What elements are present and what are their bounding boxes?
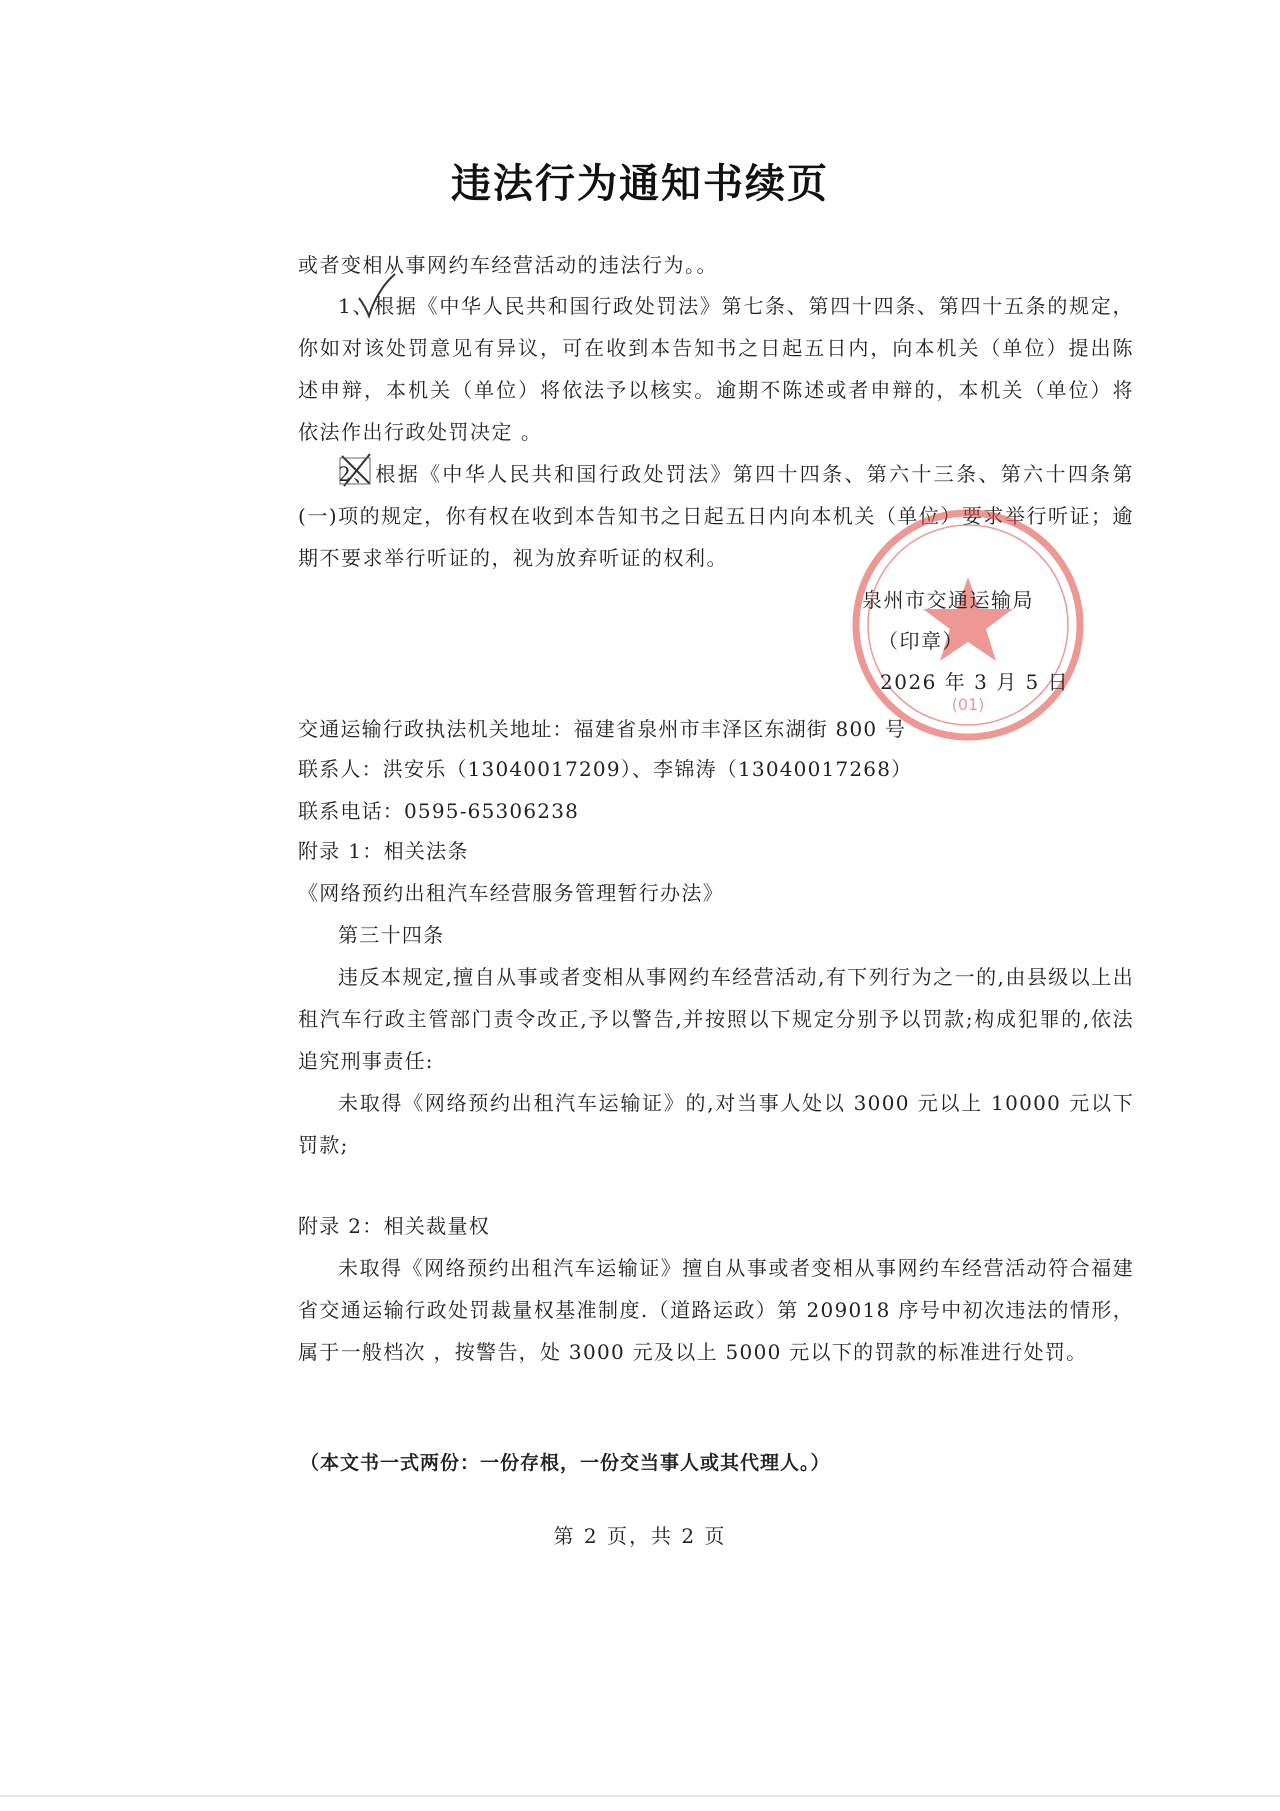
item-1-text: 、根据《中华人民共和国行政处罚法》第七条、第四十四条、第四十五条的规定，你如对该处罚意见有异议，可在收到本告知书之日起五日内，向本机关（单位）提出陈述申辩，本机关（单位）将依法予以核实。逾期不陈述或者申辩的，本机关（单位）将依法作出行政处罚决定 。 <box>298 294 1134 444</box>
item-2-text: 、根据《中华人民共和国行政处罚法》第四十四条、第六十三条、第六十四条第(一)项的规定，你有权在收到本告知书之日起五日内向本机关（单位）要求举行听证；逾期不要求举行听证的，视为放弃听证的权利。 <box>298 462 1134 570</box>
appendix-1 <box>298 830 1134 1166</box>
page-number: 第 2 页，共 2 页 <box>553 1524 727 1548</box>
issue-date: 2026 年 3 月 5 日 <box>880 670 1070 694</box>
document-title: 违法行为通知书续页 <box>451 161 829 207</box>
issuer-name: 泉州市交通运输局 <box>862 588 1034 612</box>
authority-address: 交通运输行政执法机关地址：福建省泉州市丰泽区东湖街 800 号 <box>298 717 907 741</box>
appendix-2-text: 未取得《网络预约出租汽车运输证》擅自从事或者变相从事网约车经营活动符合福建省交通运输行政处罚裁量权基准制度.（道路运政）第 209018 序号中初次违法的情形，属于一般档次 ，按警告，处 3000 元及以上 5000 元以下的罚款的标准进行处罚。 <box>298 1256 1134 1364</box>
appendix-2 <box>298 1205 1134 1373</box>
article-item: 未取得《网络预约出租汽车运输证》的,对当事人处以 3000 元以上 10000 元以下罚款; <box>298 1091 1134 1157</box>
continuation-line: 或者变相从事网约车经营活动的违法行为。。 <box>298 253 718 277</box>
appendix-2-heading: 附录 2：相关裁量权 <box>298 1214 491 1238</box>
law-name: 《网络预约出租汽车经营服务管理暂行办法》 <box>298 881 724 905</box>
item-1-paragraph <box>298 285 1134 453</box>
contact-persons: 联系人：洪安乐（13040017209）、李锦涛（13040017268） <box>298 757 913 781</box>
contact-phone: 联系电话：0595-65306238 <box>298 799 580 823</box>
copies-note: （本文书一式两份：一份存根，一份交当事人或其代理人。） <box>300 1452 831 1474</box>
article-clause: 违反本规定,擅自从事或者变相从事网约车经营活动,有下列行为之一的,由县级以上出租汽车行政主管部门责令改正,予以警告,并按照以下规定分别予以罚款;构成犯罪的,依法追究刑事责任: <box>298 965 1134 1073</box>
article-number: 第三十四条 <box>338 923 445 947</box>
scan-edge <box>0 1795 1280 1797</box>
cross-mark-icon <box>336 450 376 490</box>
check-mark-icon <box>355 270 399 320</box>
seal-code: (01) <box>951 695 985 714</box>
item-1-number: 1 <box>338 294 353 318</box>
item-2-number: 2 <box>338 462 353 486</box>
appendix-1-heading: 附录 1：相关法条 <box>298 839 469 863</box>
seal-label: （印章） <box>878 629 964 653</box>
